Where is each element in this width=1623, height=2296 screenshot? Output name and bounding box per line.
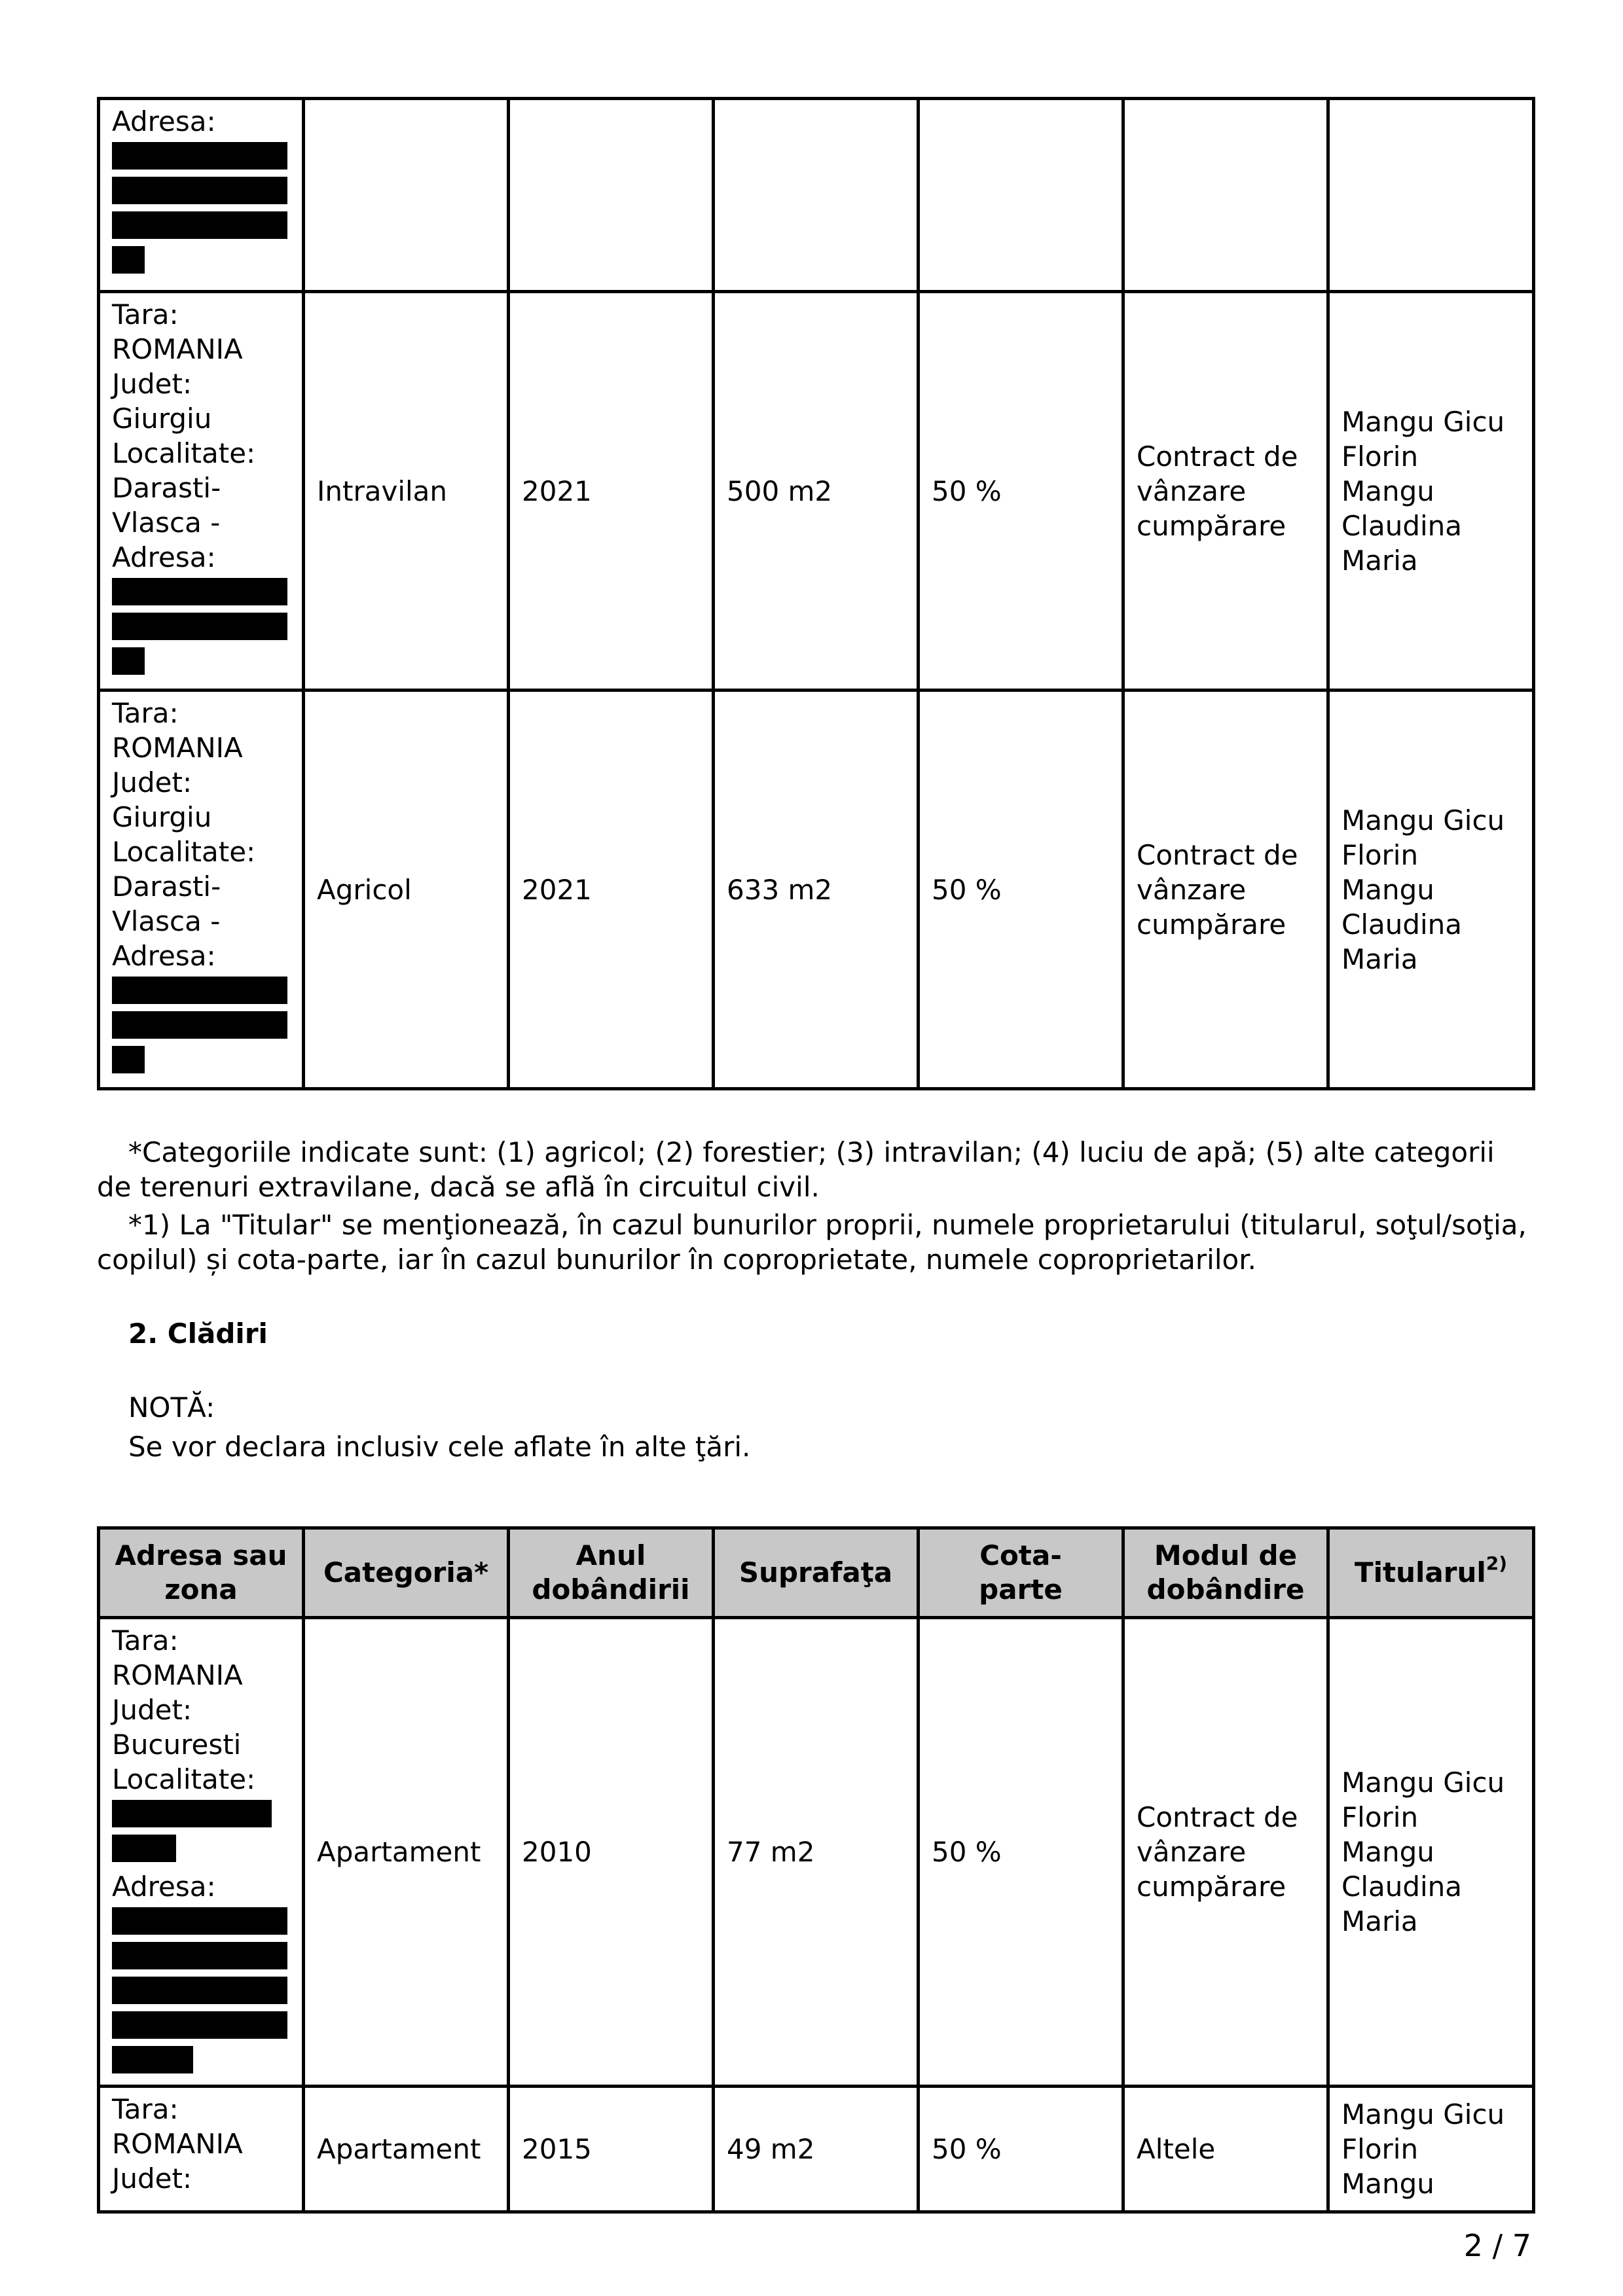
address-line: Tara: bbox=[112, 1624, 179, 1657]
address-line: Judet: bbox=[112, 766, 192, 798]
owner-cell bbox=[1328, 1618, 1534, 2087]
redaction-bar bbox=[112, 1942, 287, 1969]
address-cell bbox=[99, 2087, 304, 2212]
area-cell: 633 m2 bbox=[714, 691, 919, 1089]
land-table bbox=[97, 97, 1535, 1090]
address-line: Giurgiu bbox=[112, 403, 212, 435]
address-line: Judet: bbox=[112, 1694, 192, 1726]
table-row bbox=[99, 691, 1534, 1089]
mode-line: vânzare bbox=[1137, 873, 1247, 906]
redaction-bar bbox=[112, 2011, 287, 2039]
owner-line: Maria bbox=[1341, 1905, 1418, 1937]
header-share bbox=[919, 1528, 1123, 1618]
owner-cell bbox=[1328, 691, 1534, 1089]
owner-line: Mangu Gicu bbox=[1341, 1767, 1505, 1799]
header-line: Cota- bbox=[979, 1539, 1062, 1571]
header-category: Categoria* bbox=[304, 1528, 509, 1618]
mode-line: vânzare bbox=[1137, 475, 1247, 507]
address-line: ROMANIA bbox=[112, 732, 243, 764]
redaction-bar bbox=[112, 2046, 193, 2073]
redaction-bar bbox=[112, 977, 287, 1004]
category-cell: Agricol bbox=[304, 691, 509, 1089]
address-line: Localitate: bbox=[112, 836, 256, 868]
header-mode bbox=[1123, 1528, 1328, 1618]
address-line: Vlasca - bbox=[112, 905, 221, 937]
year-cell: 2021 bbox=[509, 292, 714, 691]
category-cell: Apartament bbox=[304, 1618, 509, 2087]
share-cell: 50 % bbox=[919, 292, 1123, 691]
header-line: dobândire bbox=[1146, 1573, 1305, 1605]
owner-line: Florin bbox=[1341, 838, 1419, 871]
mode-line: Contract de bbox=[1137, 1801, 1298, 1833]
address-line: Adresa: bbox=[112, 1871, 216, 1903]
address-cell bbox=[99, 1618, 304, 2087]
redaction-bar bbox=[112, 1011, 287, 1039]
owner-line: Florin bbox=[1341, 2133, 1419, 2165]
area-cell: 49 m2 bbox=[714, 2087, 919, 2212]
header-line: dobândirii bbox=[532, 1573, 690, 1605]
address-line: Bucuresti bbox=[112, 1729, 242, 1761]
mode-cell: Altele bbox=[1123, 2087, 1328, 2212]
mode-cell bbox=[1123, 1618, 1328, 2087]
owner-line: Mangu Gicu bbox=[1341, 405, 1505, 438]
owner-line: Mangu bbox=[1341, 1836, 1434, 1868]
share-cell: 50 % bbox=[919, 1618, 1123, 2087]
header-line: parte bbox=[979, 1573, 1063, 1605]
redaction-bar bbox=[112, 613, 287, 640]
owner-line: Mangu Gicu bbox=[1341, 804, 1505, 836]
redaction-bar bbox=[112, 647, 145, 675]
table-row bbox=[99, 2087, 1534, 2212]
section-heading: 2. Clădiri bbox=[128, 1318, 268, 1350]
year-cell: 2021 bbox=[509, 691, 714, 1089]
mode-cell bbox=[1123, 691, 1328, 1089]
header-line: Modul de bbox=[1154, 1539, 1298, 1571]
header-owner-label: Titularul bbox=[1354, 1556, 1486, 1588]
address-line: Tara: bbox=[112, 298, 179, 331]
mode-line: cumpărare bbox=[1137, 509, 1286, 542]
header-area: Suprafaţa bbox=[714, 1528, 919, 1618]
address-line: Darasti- bbox=[112, 870, 221, 903]
header-line: zona bbox=[164, 1573, 238, 1605]
redaction-bar bbox=[112, 246, 145, 274]
owner-line: Maria bbox=[1341, 544, 1418, 577]
address-cell bbox=[99, 691, 304, 1089]
owner-line: Maria bbox=[1341, 942, 1418, 975]
address-line: Judet: bbox=[112, 2162, 192, 2195]
table-header-row bbox=[99, 1528, 1534, 1618]
address-line: Localitate: bbox=[112, 437, 256, 469]
address-line: Judet: bbox=[112, 368, 192, 400]
redaction-bar bbox=[112, 1046, 145, 1073]
address-line: Tara: bbox=[112, 697, 179, 729]
redaction-bar bbox=[112, 142, 287, 170]
year-cell: 2015 bbox=[509, 2087, 714, 2212]
owner-line: Florin bbox=[1341, 1801, 1419, 1833]
owner-line: Mangu bbox=[1341, 2168, 1434, 2200]
address-cell bbox=[99, 292, 304, 691]
mode-line: cumpărare bbox=[1137, 1871, 1286, 1903]
redaction-bar bbox=[112, 1977, 287, 2004]
address-line: Vlasca - bbox=[112, 507, 221, 539]
footnote-marker: 2) bbox=[1486, 1552, 1508, 1574]
address-cell bbox=[99, 99, 304, 292]
mode-line: cumpărare bbox=[1137, 908, 1286, 941]
owner-cell bbox=[1328, 2087, 1534, 2212]
mode-line: vânzare bbox=[1137, 1836, 1247, 1868]
year-cell: 2010 bbox=[509, 1618, 714, 2087]
address-line: ROMANIA bbox=[112, 333, 243, 365]
share-cell: 50 % bbox=[919, 691, 1123, 1089]
owner-line: Florin bbox=[1341, 440, 1419, 473]
header-line: Adresa sau bbox=[115, 1539, 287, 1571]
redaction-bar bbox=[112, 1835, 176, 1862]
address-line: ROMANIA bbox=[112, 1659, 243, 1691]
footnote-categories: *Categoriile indicate sunt: (1) agricol; (2) forestier; (3) intravilan; (4) luciu de apă; (5) alte categorii de terenuri extravilane, dacă se află în circuitul civil. bbox=[97, 1136, 1495, 1203]
note-label: NOTĂ: bbox=[128, 1391, 215, 1424]
table-row bbox=[99, 1618, 1534, 2087]
year-cell bbox=[509, 99, 714, 292]
header-year bbox=[509, 1528, 714, 1618]
owner-line: Claudina bbox=[1341, 1871, 1463, 1903]
redaction-bar bbox=[112, 1800, 272, 1827]
address-line: Adresa: bbox=[112, 541, 216, 573]
mode-cell bbox=[1123, 99, 1328, 292]
area-cell: 500 m2 bbox=[714, 292, 919, 691]
address-line: Tara: bbox=[112, 2093, 179, 2125]
address-line: ROMANIA bbox=[112, 2128, 243, 2160]
category-cell: Intravilan bbox=[304, 292, 509, 691]
category-cell: Apartament bbox=[304, 2087, 509, 2212]
owner-line: Mangu bbox=[1341, 873, 1434, 906]
redaction-bar bbox=[112, 177, 287, 204]
address-line: Darasti- bbox=[112, 472, 221, 504]
owner-line: Claudina bbox=[1341, 509, 1463, 542]
share-cell bbox=[919, 99, 1123, 292]
header-address bbox=[99, 1528, 304, 1618]
address-line: Adresa: bbox=[112, 940, 216, 972]
address-label: Adresa: bbox=[112, 105, 216, 137]
category-cell bbox=[304, 99, 509, 292]
owner-line: Mangu bbox=[1341, 475, 1434, 507]
footnote-titular: *1) La "Titular" se menţionează, în cazul bunurilor proprii, numele proprietarului (titularul, soţul/soţia, copilul) și cota-parte, iar în cazul bunurilor în coproprietate, numele coproprietarilor. bbox=[97, 1209, 1527, 1276]
area-cell: 77 m2 bbox=[714, 1618, 919, 2087]
address-line: Localitate: bbox=[112, 1763, 256, 1795]
redaction-bar bbox=[112, 211, 287, 239]
owner-line: Claudina bbox=[1341, 908, 1463, 941]
mode-line: Contract de bbox=[1137, 440, 1298, 473]
header-owner bbox=[1328, 1528, 1534, 1618]
page-number: 2 / 7 bbox=[1463, 2228, 1531, 2263]
owner-cell bbox=[1328, 99, 1534, 292]
header-line: Anul bbox=[575, 1539, 646, 1571]
mode-cell bbox=[1123, 292, 1328, 691]
redaction-bar bbox=[112, 578, 287, 605]
address-line: Giurgiu bbox=[112, 801, 212, 833]
note-text: Se vor declara inclusiv cele aflate în alte ţări. bbox=[128, 1431, 751, 1463]
owner-line: Mangu Gicu bbox=[1341, 2098, 1505, 2130]
share-cell: 50 % bbox=[919, 2087, 1123, 2212]
area-cell bbox=[714, 99, 919, 292]
table-row bbox=[99, 99, 1534, 292]
redaction-bar bbox=[112, 1907, 287, 1935]
mode-line: Contract de bbox=[1137, 838, 1298, 871]
buildings-table bbox=[97, 1526, 1535, 2214]
table-row bbox=[99, 292, 1534, 691]
owner-cell bbox=[1328, 292, 1534, 691]
